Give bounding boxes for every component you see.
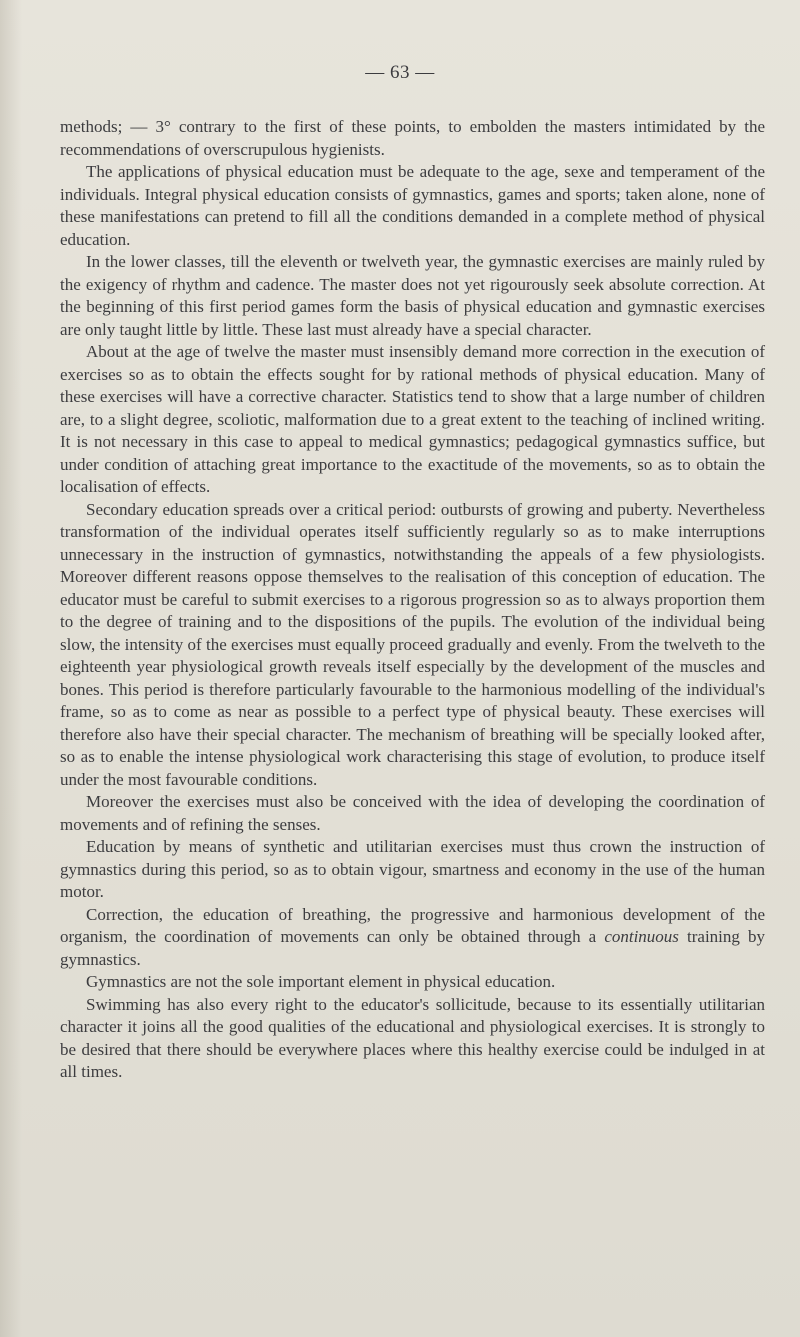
paragraph-9: Gymnastics are not the sole important element in physical education. (86, 972, 556, 991)
paragraph-8 (60, 904, 765, 972)
paragraph-2: The applications of physical education must be adequate to the age, sexe and temperament of the individuals. Integral physical education consists of gymnastics, games and sports; taken alone, none of these manifestations can pretend to fill all the conditions demanded in a complete method of physical education. (60, 162, 765, 249)
paragraph-10: Swimming has also every right to the educator's sollicitude, because to its essentially utilitarian character it joins all the good qualities of the educational and physiological exercises. It is strongly to be desired that there should be everywhere places where this healthy exercise could be indulged in at all times. (60, 994, 765, 1081)
paragraph-8-before: Correction, the education of breathing, the progressive and harmonious development of the organism, the coordination of movements can only be obtained through a (60, 904, 765, 946)
paragraph-4: About at the age of twelve the master must insensibly demand more correction in the execution of exercises so as to obtain the effects sought for by rational methods of physical education. Many of these exercises will have a corrective character. Statistics tend to show that a large number of children are, to a slight degree, scoliotic, malformation due to a great extent to the teaching of inclined writing. It is not necessary in this case to appeal to medical gymnastics; pedagogical gymnastics suffice, but under condition of attaching great importance to the exactitude of the movements, so as to obtain the localisation of effects. (60, 342, 765, 496)
paragraph-3: In the lower classes, till the eleventh or twelveth year, the gymnastic exercises are mainly ruled by the exigency of rhythm and cadence. The master does not yet rigourously seek absolute correction. At the beginning of this first period games form the basis of physical education and gymnastic exercises are only taught little by little. These last must already have a special character. (60, 252, 765, 339)
paragraph-1: methods; — 3° contrary to the first of these points, to embolden the masters intimidated by the recommendations of overscrupulous hygienists. (60, 117, 765, 159)
page-number: — 63 — (365, 62, 435, 83)
paragraph-5: Secondary education spreads over a critical period: outbursts of growing and puberty. Nevertheless transformation of the individual operates itself sufficiently regularly so as to make interruptions unnecessary in the instruction of gymnastics, notwithstanding the appeals of a few physiologists. Moreover different reasons oppose themselves to the realisation of this conception of education. The educator must be careful to submit exercises to a rigorous progression so as to always proportion them to the degree of training and to the dispositions of the pupils. The evolution of the individual being slow, the intensity of the exercises must equally proceed gradually and evenly. From the twelveth to the eighteenth year physiological growth reveals itself especially by the development of the muscles and bones. This period is therefore particularly favourable to the harmonious modelling of the individual's frame, so as to come as near as possible to a perfect type of physical beauty. These exercises will therefore also have their special character. The mechanism of breathing will be specially looked after, so as to enable the intense physiological work characterising this stage of evolution, to produce itself under the most favourable conditions. (60, 499, 765, 789)
body-text (60, 116, 765, 1084)
italic-word: continuous (604, 927, 679, 946)
paragraph-6: Moreover the exercises must also be conceived with the idea of developing the coordination of movements and of refining the senses. (60, 792, 765, 834)
paragraph-8-after: training by gymnastics. (60, 927, 765, 969)
paragraph-7: Education by means of synthetic and utilitarian exercises must thus crown the instruction of gymnastics during this period, so as to obtain vigour, smartness and economy in the use of the human motor. (60, 837, 765, 901)
